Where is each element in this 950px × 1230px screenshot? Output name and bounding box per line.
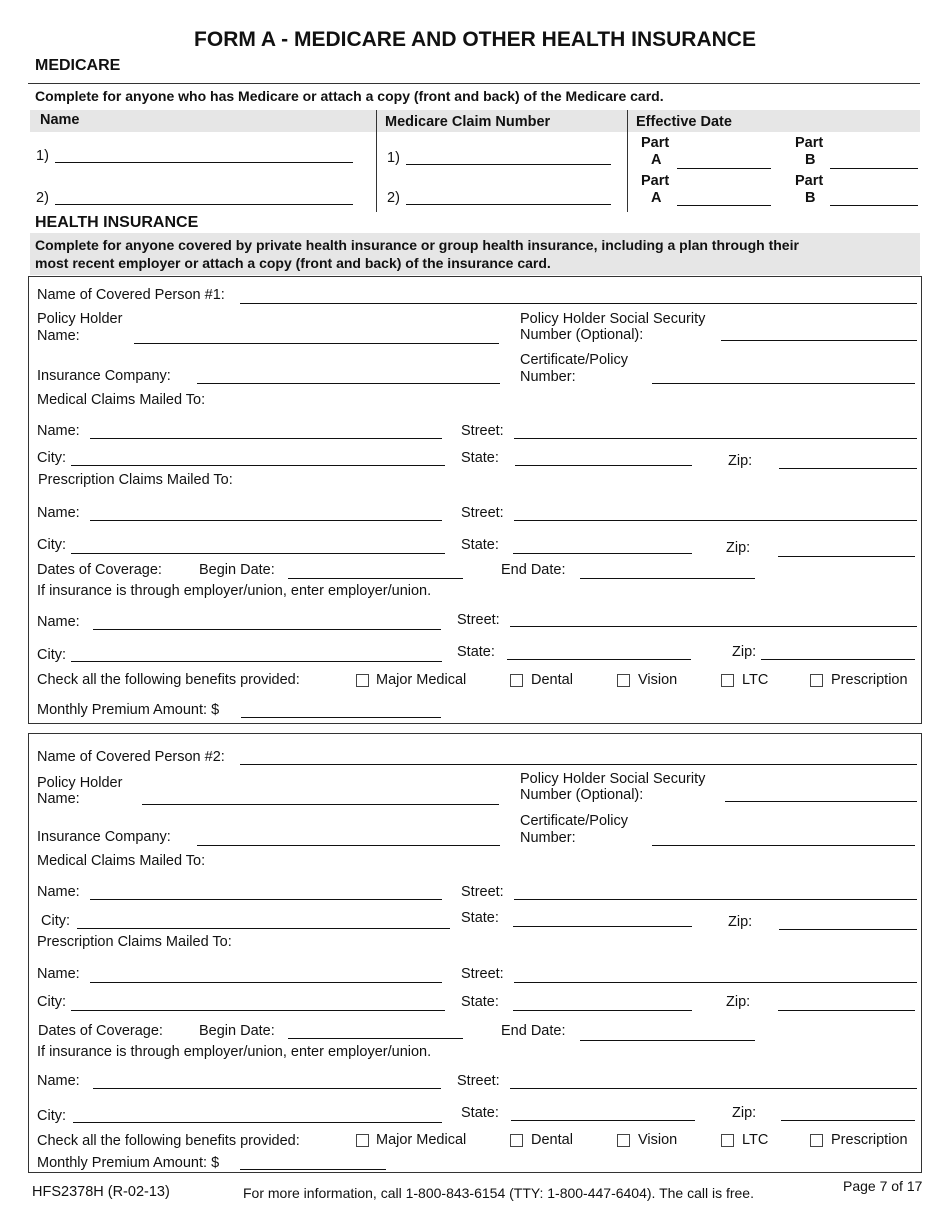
medicare-claim-row2-field[interactable] [406,204,611,205]
p2-vision-checkbox[interactable] [617,1134,630,1147]
p2-dates-label: Dates of Coverage: [38,1023,163,1039]
p1-ssn-field[interactable] [721,340,917,341]
p2-rx-street-field[interactable] [514,982,917,983]
p2-ssn-label-1: Policy Holder Social Security [520,771,706,787]
p2-med-name-field[interactable] [90,899,442,900]
p2-insurance-company-label: Insurance Company: [37,829,171,845]
p1-med-zip-field[interactable] [779,468,917,469]
p2-emp-street-field[interactable] [510,1088,917,1089]
medicare-name-row2-num: 2) [36,190,49,206]
health-heading: HEALTH INSURANCE [35,214,199,231]
p2-ltc-label: LTC [742,1132,769,1148]
part-a-row1-label: Part [641,135,670,151]
p1-rx-name-field[interactable] [90,520,442,521]
p2-begin-date-label: Begin Date: [199,1023,275,1039]
part-b-row1-field[interactable] [830,168,918,169]
covered-person-1-label: Name of Covered Person #1: [37,287,225,303]
p1-med-street-field[interactable] [514,438,917,439]
part-b-row2-label: Part [795,173,824,189]
medicare-col-claim: Medicare Claim Number [385,114,551,130]
p2-major-medical-checkbox[interactable] [356,1134,369,1147]
p1-policy-holder-name-field[interactable] [134,343,499,344]
p2-med-name-label: Name: [37,884,80,900]
part-a-row2-label: Part [641,173,670,189]
p1-prescription-label: Prescription [831,672,908,688]
medicare-col-name: Name [40,112,80,128]
medicare-instruction: Complete for anyone who has Medicare or attach a copy (front and back) of the Medicare card. [35,88,664,104]
covered-person-2-label: Name of Covered Person #2: [37,749,225,765]
p1-prescription-claims-label: Prescription Claims Mailed To: [38,472,233,488]
p2-emp-zip-field[interactable] [781,1120,915,1121]
p1-ltc-label: LTC [742,672,769,688]
p1-employer-note: If insurance is through employer/union, enter employer/union. [37,583,432,599]
p1-med-zip-label: Zip: [728,453,753,469]
p2-ssn-field[interactable] [725,801,917,802]
p1-medical-claims-label: Medical Claims Mailed To: [37,392,206,408]
p1-begin-date-label: Begin Date: [199,562,275,578]
p1-med-state-field[interactable] [515,465,692,466]
p2-major-medical-label: Major Medical [376,1132,467,1148]
medicare-name-row1-field[interactable] [55,162,353,163]
p2-med-state-field[interactable] [513,926,692,927]
p1-ssn-label-1: Policy Holder Social Security [520,311,706,327]
p1-emp-city-label: City: [37,647,66,663]
p1-prescription-checkbox[interactable] [810,674,823,687]
p1-emp-state-label: State: [457,644,495,660]
p2-cert-field[interactable] [652,845,915,846]
medicare-rule [28,83,920,84]
p1-med-name-label: Name: [37,423,80,439]
medicare-divider-1 [376,110,377,212]
p1-policy-holder-name-label: Name: [37,328,80,344]
p2-rx-state-field[interactable] [513,1010,692,1011]
p1-insurance-company-label: Insurance Company: [37,368,171,384]
covered-person-1-field[interactable] [240,303,917,304]
p2-employer-note: If insurance is through employer/union, enter employer/union. [37,1044,432,1060]
medicare-heading: MEDICARE [35,57,121,74]
medicare-col-effective: Effective Date [636,114,732,130]
p2-begin-date-field[interactable] [288,1038,463,1039]
p2-med-state-label: State: [461,910,499,926]
part-b-row2-letter: B [805,190,816,206]
p1-emp-zip-label: Zip: [732,644,757,660]
p2-rx-city-field[interactable] [71,1010,445,1011]
part-a-row2-field[interactable] [677,205,771,206]
p2-med-street-field[interactable] [514,899,917,900]
p1-end-date-field[interactable] [580,578,755,579]
footer-page: Page 7 of 17 [843,1178,923,1194]
part-a-row1-field[interactable] [677,168,771,169]
p1-end-date-label: End Date: [501,562,566,578]
covered-person-2-field[interactable] [240,764,917,765]
p1-cert-field[interactable] [652,383,915,384]
p2-emp-city-label: City: [37,1108,66,1124]
p2-rx-street-label: Street: [461,966,504,982]
p1-emp-zip-field[interactable] [761,659,915,660]
p1-rx-city-field[interactable] [71,553,445,554]
p2-prescription-label: Prescription [831,1132,908,1148]
p1-med-name-field[interactable] [90,438,442,439]
p2-emp-city-field[interactable] [73,1122,442,1123]
p2-med-city-label: City: [41,913,70,929]
footer-info: For more information, call 1-800-843-6154 (TTY: 1-800-447-6404). The call is free. [243,1185,754,1201]
p2-rx-city-label: City: [37,994,66,1010]
p1-major-medical-label: Major Medical [376,672,467,688]
p2-dental-checkbox[interactable] [510,1134,523,1147]
part-b-row1-label: Part [795,135,824,151]
p2-dental-label: Dental [531,1132,573,1148]
p1-med-city-field[interactable] [71,465,445,466]
p2-rx-zip-field[interactable] [778,1010,915,1011]
medicare-name-row2-field[interactable] [55,204,353,205]
p2-policy-holder-label: Policy Holder [37,775,123,791]
part-b-row1-letter: B [805,152,816,168]
p2-monthly-premium-field[interactable] [240,1169,386,1170]
p2-ltc-checkbox[interactable] [721,1134,734,1147]
p2-med-zip-label: Zip: [728,914,753,930]
p1-rx-name-label: Name: [37,505,80,521]
p1-emp-street-label: Street: [457,612,500,628]
p2-emp-name-field[interactable] [93,1088,441,1089]
p1-rx-zip-field[interactable] [778,556,915,557]
p1-emp-state-field[interactable] [507,659,691,660]
health-instruction-line2: most recent employer or attach a copy (front and back) of the insurance card. [35,255,551,271]
p2-end-date-field[interactable] [580,1040,755,1041]
p1-dental-checkbox[interactable] [510,674,523,687]
p1-med-street-label: Street: [461,423,504,439]
p1-med-city-label: City: [37,450,66,466]
p2-prescription-claims-label: Prescription Claims Mailed To: [37,934,232,950]
p1-rx-state-label: State: [461,537,499,553]
p1-check-benefits-label: Check all the following benefits provided: [37,672,300,688]
part-a-row2-letter: A [651,190,662,206]
p2-vision-label: Vision [638,1132,678,1148]
p1-rx-street-label: Street: [461,505,504,521]
p1-dental-label: Dental [531,672,573,688]
p1-monthly-premium-label: Monthly Premium Amount: $ [37,702,220,718]
p1-begin-date-field[interactable] [288,578,463,579]
medicare-claim-row1-num: 1) [387,150,400,166]
p2-emp-state-field[interactable] [511,1120,695,1121]
footer-form-id: HFS2378H (R-02-13) [32,1184,170,1200]
p2-med-street-label: Street: [461,884,504,900]
p1-ltc-checkbox[interactable] [721,674,734,687]
p1-med-state-label: State: [461,450,499,466]
medicare-claim-row2-num: 2) [387,190,400,206]
p1-cert-label-2: Number: [520,369,576,385]
p1-cert-label-1: Certificate/Policy [520,352,628,368]
p1-emp-name-label: Name: [37,614,80,630]
p2-medical-claims-label: Medical Claims Mailed To: [37,853,206,869]
p2-rx-name-field[interactable] [90,982,442,983]
medicare-name-row1-num: 1) [36,148,49,164]
p2-ssn-label-2: Number (Optional): [520,787,644,803]
p1-rx-state-field[interactable] [513,553,692,554]
p1-rx-street-field[interactable] [514,520,917,521]
p1-monthly-premium-field[interactable] [241,717,441,718]
p2-rx-state-label: State: [461,994,499,1010]
p2-emp-state-label: State: [461,1105,499,1121]
p2-emp-name-label: Name: [37,1073,80,1089]
p1-emp-name-field[interactable] [93,629,441,630]
health-instruction-line1: Complete for anyone covered by private health insurance or group health insurance, including a plan through their [35,237,799,253]
medicare-divider-2 [627,110,628,212]
p1-dates-label: Dates of Coverage: [37,562,162,578]
form-title: FORM A - MEDICARE AND OTHER HEALTH INSURANCE [194,28,756,51]
p1-emp-street-field[interactable] [510,626,917,627]
p1-policy-holder-label: Policy Holder [37,311,123,327]
p2-rx-name-label: Name: [37,966,80,982]
p1-rx-city-label: City: [37,537,66,553]
p1-insurance-company-field[interactable] [197,383,500,384]
part-a-row1-letter: A [651,152,662,168]
p2-cert-label-1: Certificate/Policy [520,813,628,829]
p2-med-zip-field[interactable] [779,929,917,930]
p2-policy-holder-name-field[interactable] [142,804,499,805]
p2-end-date-label: End Date: [501,1023,566,1039]
p2-policy-holder-name-label: Name: [37,791,80,807]
p2-emp-street-label: Street: [457,1073,500,1089]
p2-emp-zip-label: Zip: [732,1105,757,1121]
p1-major-medical-checkbox[interactable] [356,674,369,687]
p1-emp-city-field[interactable] [71,661,442,662]
medicare-claim-row1-field[interactable] [406,164,611,165]
p2-monthly-premium-label: Monthly Premium Amount: $ [37,1155,220,1171]
p1-rx-zip-label: Zip: [726,540,751,556]
p1-vision-label: Vision [638,672,678,688]
p2-med-city-field[interactable] [77,928,450,929]
p2-rx-zip-label: Zip: [726,994,751,1010]
p2-prescription-checkbox[interactable] [810,1134,823,1147]
p2-insurance-company-field[interactable] [197,845,500,846]
part-b-row2-field[interactable] [830,205,918,206]
p1-ssn-label-2: Number (Optional): [520,327,644,343]
p2-cert-label-2: Number: [520,830,576,846]
p1-vision-checkbox[interactable] [617,674,630,687]
p2-check-benefits-label: Check all the following benefits provided: [37,1133,300,1149]
